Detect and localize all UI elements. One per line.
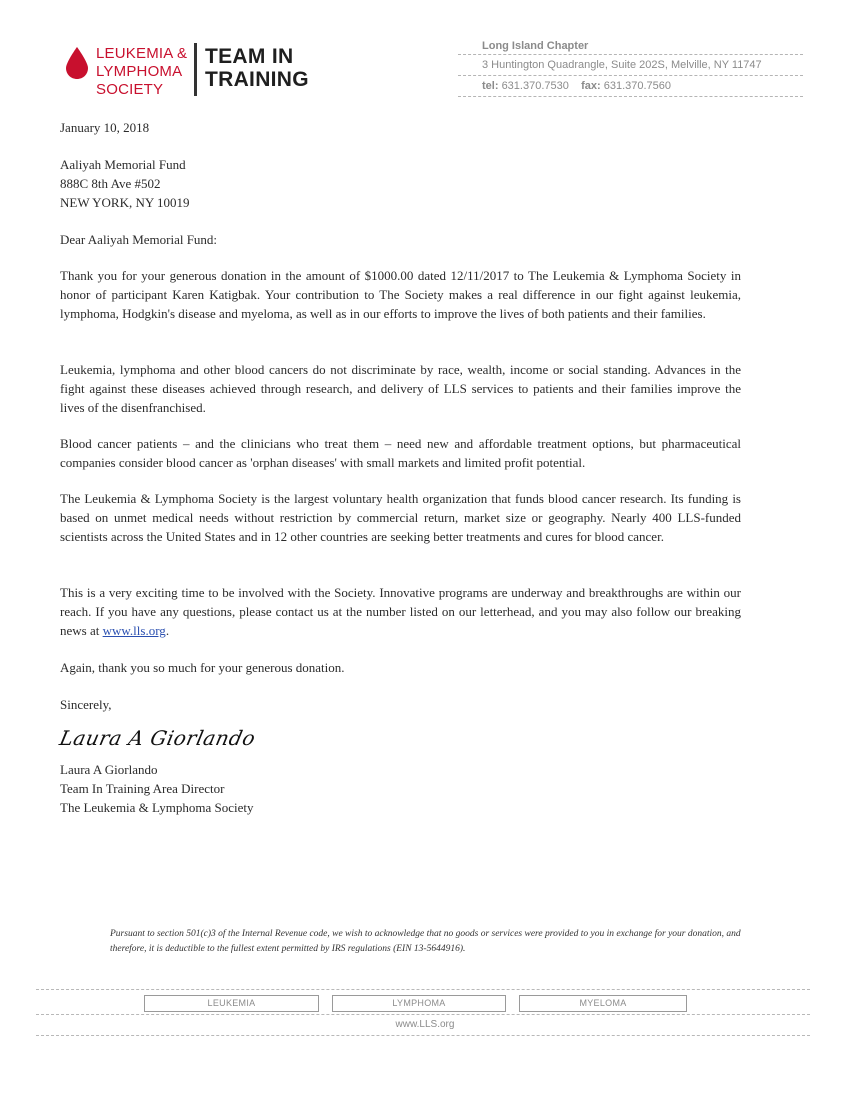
closing: Sincerely, — [60, 697, 112, 712]
body-paragraph: Thank you for your generous donation in the amount of $1000.00 dated 12/11/2017 to The Leukemia & Lymphoma Society in honor of participant Karen Katigbak. Your contribution to The Society makes a real difference in our fight against leukemia, lymphoma, Hodgkin's disease and myeloma, as well as in our efforts to improve the lives of both patients and their families. — [60, 268, 741, 321]
paragraph-text: This is a very exciting time to be involved with the Society. Innovative programs are underway and breakthroughs are within our reach. If you have any questions, please contact us at the number listed on our letterhead, and you may also follow our breaking news at — [60, 585, 741, 638]
website-link[interactable]: www.lls.org — [102, 622, 166, 638]
body-paragraph: Blood cancer patients – and the clinicians who treat them – need new and affordable treatment options, but pharmaceutical companies consider blood cancer as 'orphan diseases' with small markets and limited profit potential. — [60, 436, 741, 470]
footer-divider — [36, 1035, 810, 1036]
footer-box-lymphoma: LYMPHOMA — [332, 995, 506, 1012]
lls-logo — [66, 43, 336, 99]
body-paragraph: The Leukemia & Lymphoma Society is the largest voluntary health organization that funds blood cancer research. Its funding is based on unmet medical needs without restriction by commercial return, market size or geography. Nearly 400 LLS-funded scientists across the United States and in 12 other countries are seeking better treatments and cures for blood cancer. — [60, 491, 741, 544]
signer-line: Team In Training Area Director — [60, 780, 225, 796]
org-line: LEUKEMIA & — [96, 45, 188, 62]
footer-box-leukemia: LEUKEMIA — [144, 995, 319, 1012]
org-name — [96, 45, 187, 99]
letter-date: January 10, 2018 — [60, 120, 150, 135]
body-paragraph — [60, 584, 741, 640]
program-name — [205, 45, 309, 91]
chapter-name: Long Island Chapter — [482, 40, 589, 52]
footer-divider — [36, 989, 810, 990]
footer-divider — [36, 1014, 810, 1015]
signer-line: Laura A Giorlando — [60, 762, 158, 777]
recipient-line: Aaliyah Memorial Fund — [60, 157, 186, 172]
body-paragraph: Leukemia, lymphoma and other blood cancers do not discriminate by race, wealth, income or social standing. Advances in the fight against these diseases achieved through research, and delivery of LLS services to patients and their families improve the lives of the disenfranchised. — [60, 362, 741, 415]
closing-thanks: Again, thank you so much for your generous donation. — [60, 660, 345, 675]
fax-number: 631.370.7560 — [603, 80, 672, 92]
logo-divider — [194, 43, 197, 96]
paragraph-end: . — [165, 622, 170, 638]
program-line: TRAINING — [205, 68, 309, 91]
footer-box-myeloma: MYELOMA — [519, 995, 687, 1012]
program-line: TEAM IN — [205, 45, 294, 68]
fax-label: fax: — [581, 80, 601, 92]
salutation: Dear Aaliyah Memorial Fund: — [60, 232, 218, 247]
recipient-line: NEW YORK, NY 10019 — [60, 194, 190, 210]
tax-deduction-notice: Pursuant to section 501(c)3 of the Internal Revenue code, we wish to acknowledge that no goods or services were provided to you in exchange for your donation, and therefore, it is deductible to the fullest extent permitted by IRS regulations (EIN 13-5644916). — [110, 929, 741, 954]
chapter-phone-row — [458, 75, 803, 97]
footer-website[interactable]: www.LLS.org — [395, 1019, 455, 1030]
recipient-line: 888C 8th Ave #502 — [60, 175, 161, 191]
org-line: LYMPHOMA — [96, 63, 183, 80]
recipient-address — [60, 156, 190, 212]
blood-drop-icon — [66, 47, 88, 79]
handwritten-signature: Laura A Giorlando — [57, 726, 258, 750]
chapter-address: 3 Huntington Quadrangle, Suite 202S, Melville, NY 11747 — [458, 54, 803, 75]
org-line: SOCIETY — [96, 81, 164, 98]
tel-label: tel: — [482, 80, 499, 92]
signer-line: The Leukemia & Lymphoma Society — [60, 799, 254, 815]
tel-number: 631.370.7530 — [501, 80, 569, 92]
chapter-contact — [458, 38, 803, 97]
signer-block — [60, 761, 254, 817]
